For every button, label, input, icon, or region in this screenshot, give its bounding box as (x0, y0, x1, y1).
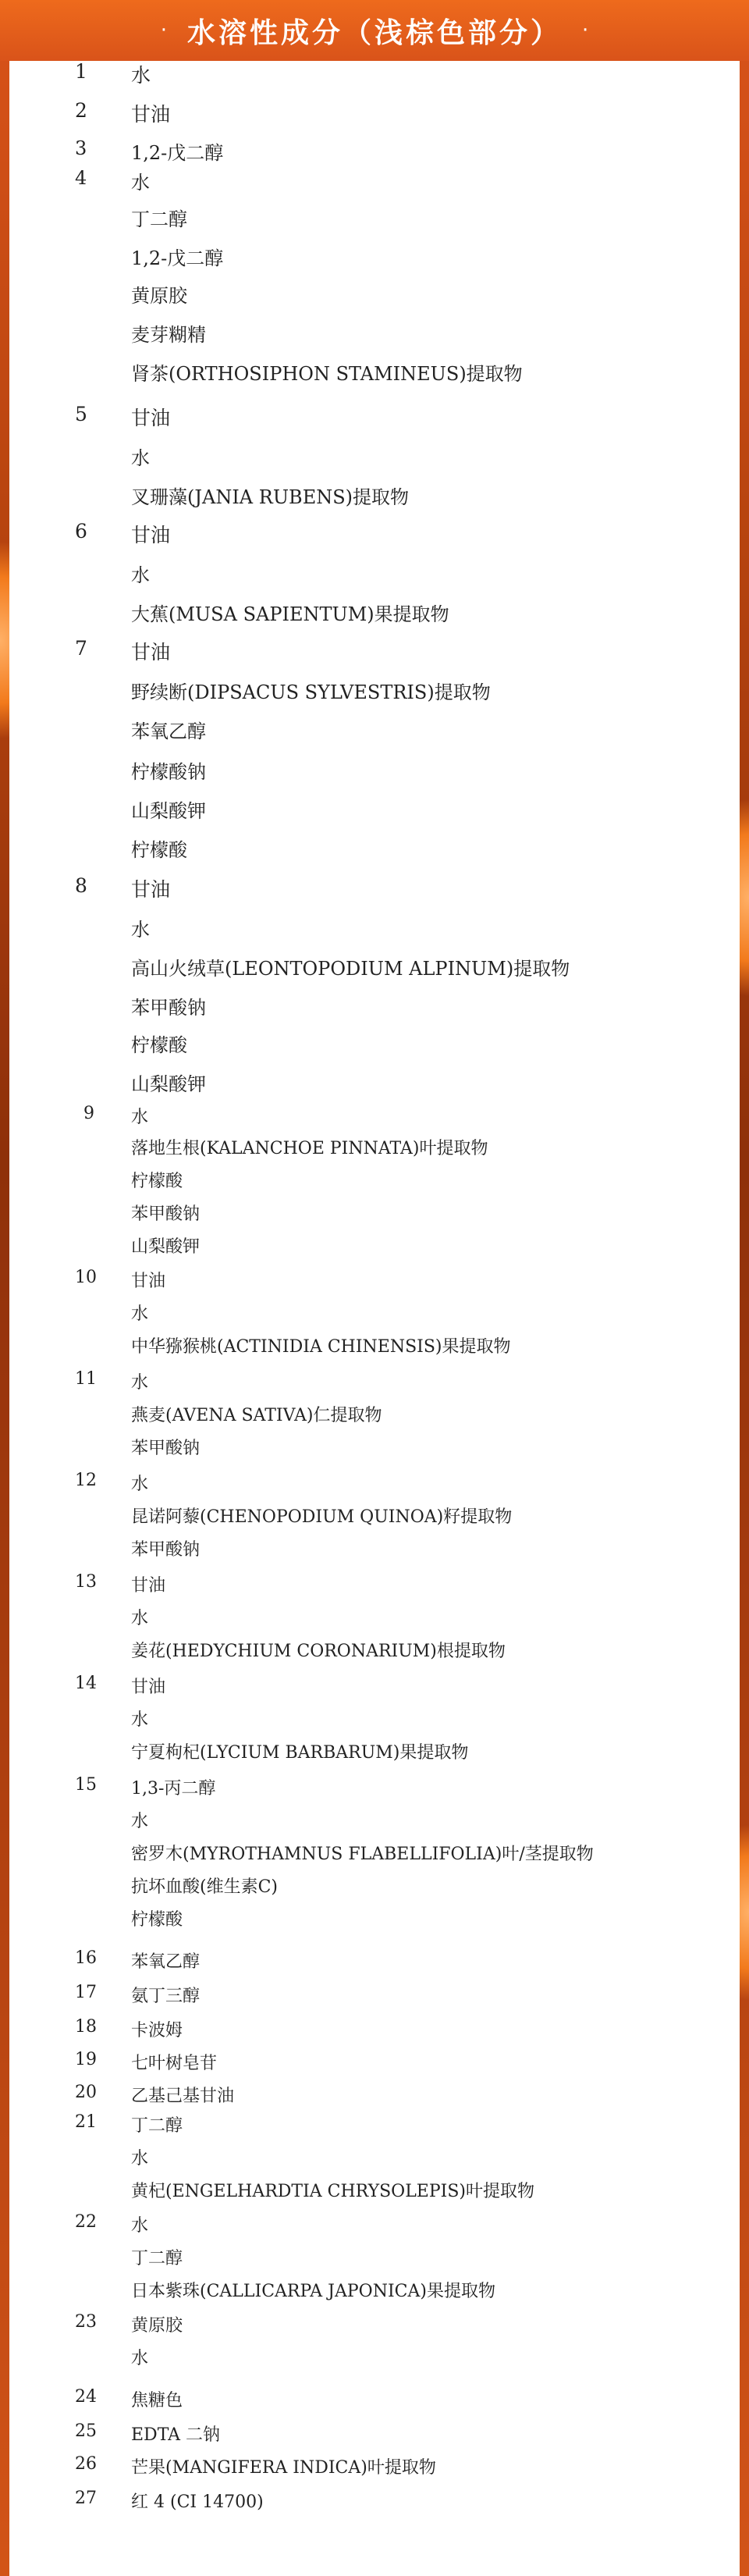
ingredient-row (9, 482, 740, 508)
ingredient-number: 16 (75, 1948, 97, 1968)
ingredient-row (9, 1572, 740, 1597)
ingredient-name: 甘油 (131, 407, 171, 429)
ingredient-row (9, 2245, 740, 2270)
ingredient-name: 大蕉(MUSA SAPIENTUM)果提取物 (131, 603, 449, 625)
ingredient-name: 肾茶(ORTHOSIPHON STAMINEUS)提取物 (131, 363, 523, 385)
ingredient-row (9, 2017, 740, 2042)
ingredient-name: 氨丁三醇 (131, 1987, 201, 2006)
ingredient-row (9, 1402, 740, 1427)
ingredient-name: 七叶树皂苷 (131, 2054, 218, 2073)
ingredient-row (9, 99, 740, 126)
ingredient-name: 水 (131, 1373, 149, 1393)
ingredient-name: 甘油 (131, 1678, 166, 1697)
ingredient-name: 1,3-丙二醇 (131, 1779, 216, 1799)
ingredient-number: 7 (75, 637, 87, 660)
ingredient-name: 水 (131, 2216, 149, 2236)
ingredient-number: 15 (75, 1775, 97, 1795)
ingredient-name: 甘油 (131, 878, 171, 901)
ingredient-number: 14 (75, 1674, 97, 1693)
ingredient-number: 26 (75, 2454, 97, 2474)
ingredient-number: 23 (75, 2312, 97, 2332)
ingredient-row (9, 834, 740, 861)
ingredient-name: 水 (131, 447, 150, 469)
ingredient-name: 甘油 (131, 641, 171, 664)
ingredient-row (9, 2278, 740, 2303)
ingredient-name: 日本紫珠(CALLICARPA JAPONICA)果提取物 (131, 2282, 495, 2301)
ingredient-number: 25 (75, 2421, 97, 2441)
ingredient-name: 高山火绒草(LEONTOPODIUM ALPINUM)提取物 (131, 958, 570, 980)
ingredient-number: 19 (75, 2050, 97, 2069)
ingredient-name: 黄原胶 (131, 285, 187, 307)
ingredient-row (9, 443, 740, 469)
ingredient-name: 柠檬酸钠 (131, 761, 206, 783)
ingredient-name: 水 (131, 1304, 149, 1324)
ingredient-name: 卡波姆 (131, 2021, 183, 2041)
header-left-dot: · (160, 19, 167, 42)
ingredient-row (9, 137, 740, 164)
ingredient-row (9, 2345, 740, 2370)
ingredient-row (9, 1536, 740, 1561)
ingredient-name: 水 (131, 1710, 149, 1730)
ingredient-name: 昆诺阿藜(CHENOPODIUM QUINOA)籽提取物 (131, 1507, 513, 1527)
ingredient-number: 5 (75, 403, 87, 425)
ingredient-name: 水 (131, 2149, 149, 2169)
ingredient-row (9, 1808, 740, 1833)
ingredient-row (9, 2387, 740, 2412)
ingredient-number: 3 (75, 137, 87, 159)
ingredient-row (9, 1069, 740, 1095)
ingredient-row (9, 1435, 740, 1460)
ingredient-name: 密罗木(MYROTHAMNUS FLABELLIFOLIA)叶/茎提取物 (131, 1845, 594, 1864)
ingredient-row (9, 1906, 740, 1931)
ingredient-number: 27 (75, 2489, 97, 2508)
ingredient-name: 甘油 (131, 103, 171, 126)
ingredient-name: 姜花(HEDYCHIUM CORONARIUM)根提取物 (131, 1642, 506, 1661)
ingredient-name: 水 (131, 172, 150, 194)
ingredient-row (9, 2312, 740, 2337)
ingredient-name: 水 (131, 1475, 149, 1494)
ingredient-number: 2 (75, 99, 87, 122)
ingredient-row (9, 599, 740, 625)
ingredient-row (9, 204, 740, 230)
ingredient-name: 水 (131, 2349, 149, 2368)
ingredient-name: 水 (131, 1108, 149, 1127)
ingredient-number: 12 (75, 1471, 97, 1490)
ingredient-row (9, 1873, 740, 1898)
ingredient-row (9, 677, 740, 703)
ingredient-row (9, 1201, 740, 1226)
ingredient-row (9, 1030, 740, 1056)
ingredient-number: 10 (75, 1268, 97, 1287)
ingredient-name: 甘油 (131, 524, 171, 546)
ingredient-name: 甘油 (131, 1272, 166, 1291)
ingredient-row (9, 1775, 740, 1800)
ingredient-name: 丁二醇 (131, 2249, 183, 2268)
ingredient-row (9, 520, 740, 547)
ingredient-row (9, 1135, 740, 1160)
ingredient-name: 山梨酸钾 (131, 800, 206, 822)
ingredient-name: 苯氧乙醇 (131, 1952, 201, 1972)
ingredient-row (9, 637, 740, 664)
ingredient-row (9, 2145, 740, 2170)
ingredient-number: 18 (75, 2017, 97, 2037)
ingredient-row (9, 1168, 740, 1193)
ingredient-number: 11 (75, 1369, 97, 1389)
ingredient-number: 24 (75, 2387, 97, 2407)
ingredient-row (9, 756, 740, 783)
ingredient-row (9, 1369, 740, 1394)
ingredient-number: 8 (75, 874, 87, 897)
ingredient-row (9, 1471, 740, 1496)
ingredient-row (9, 403, 740, 430)
ingredient-row (9, 2454, 740, 2479)
ingredient-name: 红 4 (CI 14700) (131, 2492, 264, 2512)
ingredient-name: 宁夏枸杞(LYCIUM BARBARUM)果提取物 (131, 1743, 469, 1763)
ingredient-name: 1,2-戊二醇 (131, 247, 224, 269)
ingredient-name: 山梨酸钾 (131, 1073, 206, 1095)
ingredient-number: 21 (75, 2112, 97, 2132)
ingredient-row (9, 716, 740, 742)
header-right-dot: · (582, 19, 589, 42)
ingredient-name: 乙基己基甘油 (131, 2087, 235, 2106)
ingredient-row (9, 167, 740, 194)
ingredient-number: 1 (75, 60, 87, 83)
ingredient-name: 1,2-戊二醇 (131, 142, 224, 164)
ingredient-name: 水 (131, 564, 150, 586)
ingredient-row (9, 1104, 740, 1129)
ingredient-name: 中华猕猴桃(ACTINIDIA CHINENSIS)果提取物 (131, 1337, 511, 1357)
ingredient-name: 燕麦(AVENA SATIVA)仁提取物 (131, 1406, 382, 1425)
ingredient-name: 苯氧乙醇 (131, 720, 206, 742)
ingredient-row (9, 874, 740, 902)
ingredient-row (9, 2421, 740, 2446)
ingredient-row (9, 319, 740, 346)
ingredient-row (9, 953, 740, 980)
ingredient-name: EDTA 二钠 (131, 2425, 221, 2445)
ingredient-number: 6 (75, 520, 87, 543)
ingredient-name: 柠檬酸 (131, 1910, 183, 1930)
section-title: 水溶性成分（浅棕色部分） (186, 16, 562, 49)
ingredient-name: 焦糖色 (131, 2391, 183, 2411)
ingredient-panel (9, 61, 740, 2576)
ingredient-number: 4 (75, 167, 87, 189)
ingredient-row (9, 2112, 740, 2137)
ingredient-name: 野续断(DIPSACUS SYLVESTRIS)提取物 (131, 681, 491, 703)
ingredient-name: 丁二醇 (131, 208, 187, 230)
ingredient-row (9, 1739, 740, 1764)
ingredient-name: 水 (131, 1812, 149, 1831)
ingredient-row (9, 1300, 740, 1325)
ingredient-number: 17 (75, 1983, 97, 2002)
ingredient-name: 苯甲酸钠 (131, 1540, 201, 1560)
ingredient-row (9, 1268, 740, 1293)
ingredient-name: 抗坏血酸(维生素C) (131, 1877, 278, 1897)
ingredient-row (9, 1333, 740, 1358)
ingredient-row (9, 992, 740, 1019)
ingredient-row (9, 1233, 740, 1258)
ingredient-name: 苯甲酸钠 (131, 997, 206, 1019)
ingredient-row (9, 560, 740, 586)
ingredient-row (9, 280, 740, 307)
ingredient-name: 甘油 (131, 1576, 166, 1596)
ingredient-row (9, 1841, 740, 1866)
ingredient-name: 麦芽糊精 (131, 324, 206, 346)
ingredient-name: 丁二醇 (131, 2116, 183, 2136)
ingredient-number: 9 (83, 1104, 94, 1123)
ingredient-row (9, 1605, 740, 1630)
ingredient-row (9, 1638, 740, 1663)
ingredient-row (9, 2050, 740, 2075)
ingredient-row (9, 2178, 740, 2203)
ingredient-row (9, 243, 740, 269)
ingredient-number: 13 (75, 1572, 97, 1592)
ingredient-name: 苯甲酸钠 (131, 1204, 201, 1224)
ingredient-row (9, 1983, 740, 2008)
ingredient-row (9, 2083, 740, 2108)
ingredient-row (9, 1674, 740, 1699)
ingredient-row (9, 358, 740, 385)
ingredient-name: 芒果(MANGIFERA INDICA)叶提取物 (131, 2458, 436, 2478)
ingredient-name: 山梨酸钾 (131, 1237, 201, 1257)
ingredient-row (9, 1503, 740, 1528)
ingredient-row (9, 1706, 740, 1731)
ingredient-name: 柠檬酸 (131, 839, 187, 861)
ingredient-row (9, 2489, 740, 2514)
ingredient-name: 黄原胶 (131, 2316, 183, 2336)
ingredient-name: 叉珊藻(JANIA RUBENS)提取物 (131, 486, 410, 508)
ingredient-row (9, 60, 740, 87)
ingredient-row (9, 914, 740, 941)
ingredient-number: 22 (75, 2212, 97, 2232)
ingredient-row (9, 2212, 740, 2237)
ingredient-name: 柠檬酸 (131, 1034, 187, 1056)
ingredient-name: 水 (131, 1609, 149, 1628)
ingredient-row (9, 1948, 740, 1973)
ingredient-name: 水 (131, 919, 150, 941)
ingredient-name: 水 (131, 64, 151, 87)
ingredient-name: 苯甲酸钠 (131, 1439, 201, 1458)
ingredient-name: 黄杞(ENGELHARDTIA CHRYSOLEPIS)叶提取物 (131, 2182, 535, 2201)
section-header (0, 0, 749, 61)
ingredient-number: 20 (75, 2083, 97, 2102)
ingredient-name: 柠檬酸 (131, 1172, 183, 1191)
ingredient-name: 落地生根(KALANCHOE PINNATA)叶提取物 (131, 1139, 488, 1158)
ingredient-row (9, 795, 740, 822)
